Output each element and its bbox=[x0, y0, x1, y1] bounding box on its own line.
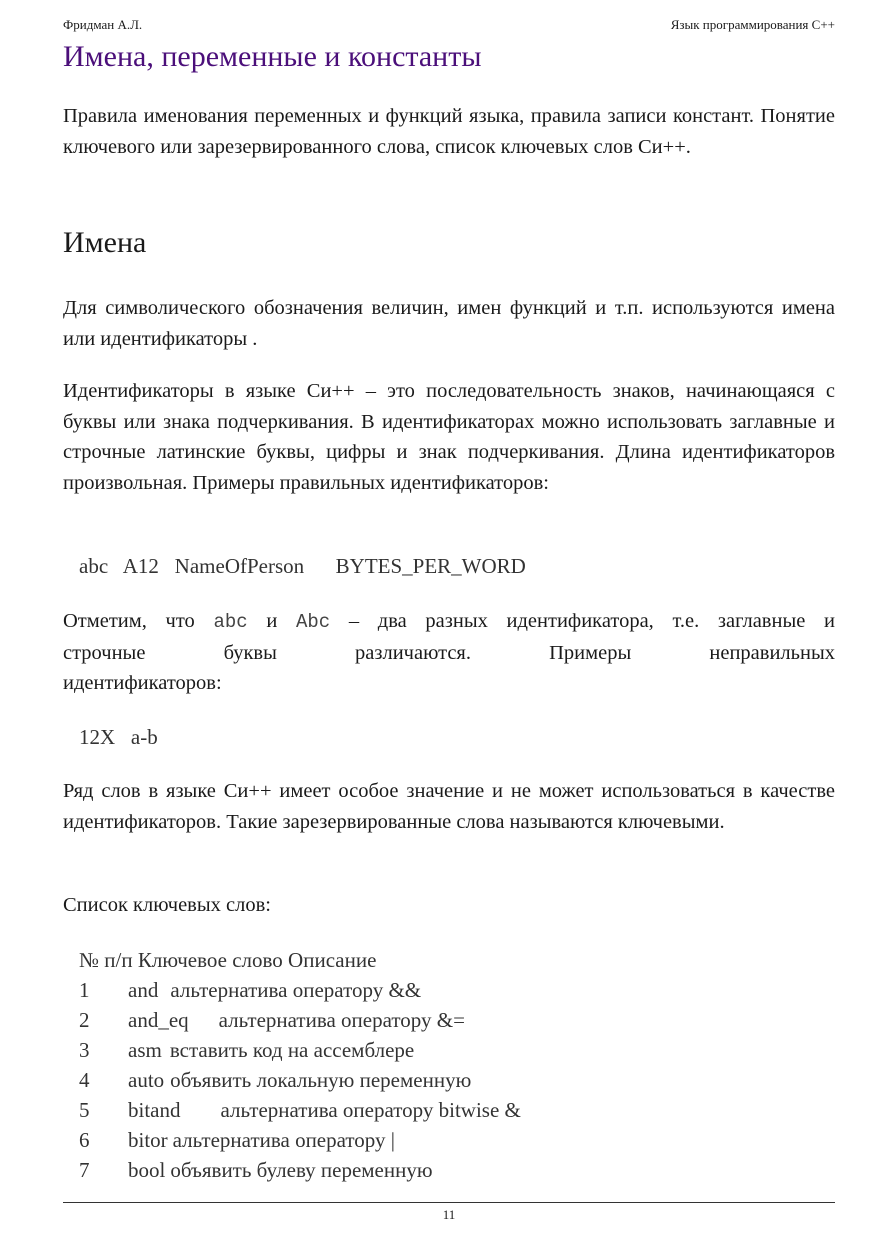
intro-paragraph: Правила именования переменных и функций языка, правила записи констант. Понятие ключевого или зарезервированного слова, список ключевых слов Си++. bbox=[63, 105, 835, 158]
document-page bbox=[63, 0, 835, 1241]
paragraph-identifiers: Идентификаторы в языке Си++ – это последовательность знаков, начинающаяся с буквы или знака подчеркивания. В идентификаторах можно использовать заглавные и строчные латинские буквы, цифры и знак подчеркивания. Длина идентификаторов произвольная. Примеры правильных идентификаторов: bbox=[63, 380, 835, 494]
keywords-table-header bbox=[79, 945, 376, 975]
code-Abc: Abc bbox=[295, 611, 331, 633]
keyword-description: объявить булеву переменную bbox=[170, 1158, 433, 1182]
table-row: 7 bool объявить булеву переменную bbox=[79, 1158, 433, 1182]
footer-divider bbox=[63, 1202, 835, 1203]
running-header bbox=[63, 16, 835, 34]
paragraph-names: Для символического обозначения величин, имен функций и т.п. используются имена или идентификаторы . bbox=[63, 297, 835, 350]
page-title: Имена, переменные и константы bbox=[63, 40, 482, 73]
valid-example: NameOfPerson bbox=[174, 554, 305, 578]
keyword-description: альтернатива оператору | bbox=[172, 1128, 395, 1152]
keyword: and_eq bbox=[128, 1008, 189, 1032]
table-row: 6 bitor альтернатива оператору | bbox=[79, 1128, 395, 1152]
table-row: 4 auto объявить локальную переменную bbox=[79, 1068, 472, 1092]
keyword-description: альтернатива оператору && bbox=[170, 978, 422, 1002]
table-row: 2 and_eq альтернатива оператору &= bbox=[79, 1008, 465, 1032]
valid-identifiers-example bbox=[79, 551, 526, 581]
table-row: 1 and альтернатива оператору && bbox=[79, 978, 422, 1002]
keyword: bitor bbox=[128, 1128, 168, 1152]
keywords-table bbox=[79, 945, 521, 1185]
keyword-description: альтернатива оператору &= bbox=[218, 1008, 465, 1032]
header-description: Описание bbox=[288, 948, 377, 972]
invalid-example: a-b bbox=[130, 725, 158, 749]
keyword-description: альтернатива оператору bitwise & bbox=[220, 1098, 521, 1122]
header-author: Фридман А.Л. bbox=[63, 17, 143, 32]
invalid-example: 12X bbox=[79, 725, 116, 749]
keyword: asm bbox=[128, 1038, 162, 1062]
table-row: 3 asm вставить код на ассемблере bbox=[79, 1038, 415, 1062]
keyword-description: объявить локальную переменную bbox=[170, 1068, 472, 1092]
valid-example: BYTES_PER_WORD bbox=[335, 554, 526, 578]
keyword: bool bbox=[128, 1158, 166, 1182]
valid-example: A12 bbox=[122, 554, 159, 578]
invalid-identifiers-example bbox=[79, 722, 158, 752]
section-heading: Имена bbox=[63, 226, 147, 259]
paragraph-reserved-words: Ряд слов в языке Си++ имеет особое значение и не может использоваться в качестве идентификаторов. Такие зарезервированные слова называются ключевыми. bbox=[63, 780, 835, 833]
keyword: and bbox=[128, 978, 159, 1002]
table-row: 5 bitand альтернатива оператору bitwise & bbox=[79, 1098, 521, 1122]
paragraph-keyword-list-intro: Список ключевых слов: bbox=[63, 894, 271, 916]
header-keyword: Ключевое слово bbox=[137, 948, 283, 972]
keyword: bitand bbox=[128, 1098, 181, 1122]
keyword: auto bbox=[128, 1068, 165, 1092]
valid-example: abc bbox=[79, 554, 109, 578]
header-book-title: Язык программирования С++ bbox=[670, 17, 835, 32]
paragraph-case-sensitivity: Отметим, что abc и Abc – два разных идентификатора, т.е. заглавные и строчные буквы различаются. Примеры неправильных идентификаторов: bbox=[63, 610, 835, 694]
header-number: № п/п bbox=[79, 948, 133, 972]
keyword-description: вставить код на ассемблере bbox=[169, 1038, 415, 1062]
code-abc: abc bbox=[213, 611, 248, 633]
page-number: 11 bbox=[442, 1207, 456, 1222]
